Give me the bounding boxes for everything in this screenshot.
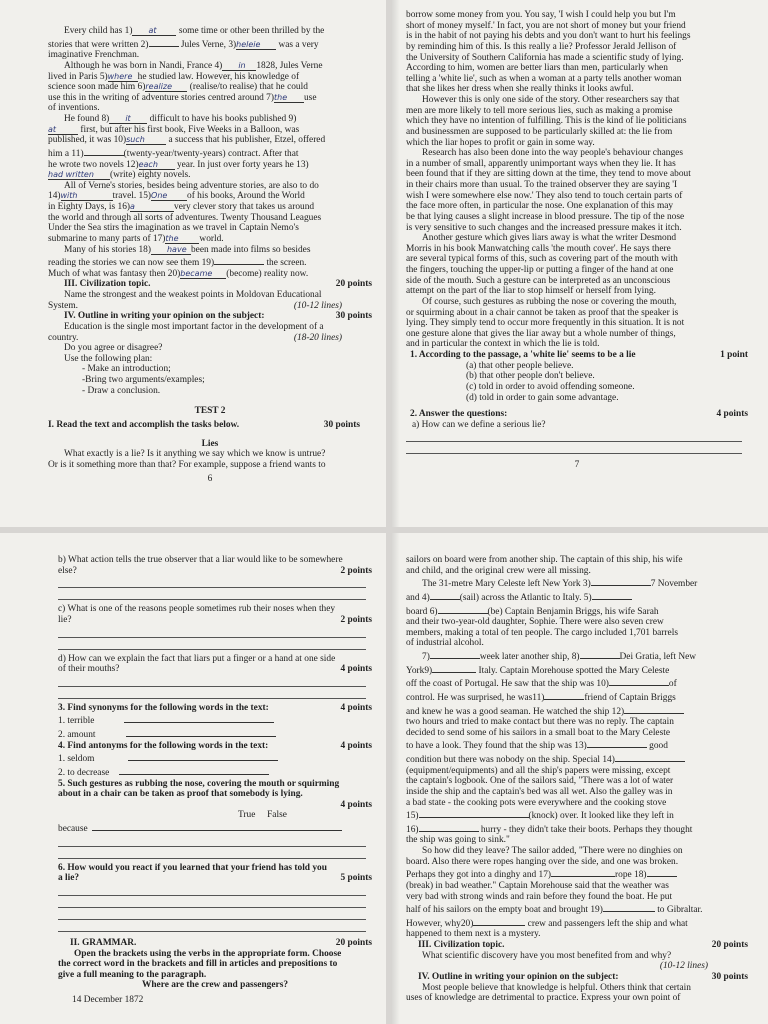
- text-line: and their two-year-old daughter, Sophie. There were also seven crew: [406, 617, 664, 628]
- answer-line[interactable]: [58, 638, 366, 650]
- text-line: Perhaps they got into a dinghy and 17) rope 18): [406, 867, 748, 881]
- text-line: condition but there was nobody on the ship. Special 14): [406, 752, 748, 766]
- text-line: System. (10-12 lines): [48, 300, 342, 311]
- text-line: (equipment/equipments) and all the ship's papers were missing, except: [406, 765, 671, 776]
- text-line: He found 8) it difficult to have his books published 9): [64, 114, 297, 124]
- text-line: is in the habit of not paying his debts and you don't want to hurt his feelings: [406, 31, 691, 42]
- text-line: of inventions.: [48, 103, 100, 114]
- text-line: men are more likely to tell more serious lies, such as making a promise: [406, 105, 673, 116]
- question: of their mouths? 4 points: [58, 664, 372, 675]
- section-heading: IV. Outline in writing your opinion on the subject: 30 points: [64, 311, 372, 322]
- text-line: in their chairs more than usual. To the trained observer they are saying 'I: [406, 180, 678, 190]
- page-7: [392, 0, 768, 527]
- text-line: York9) Italy. Captain Morehouse spotted the Mary Celeste: [406, 663, 748, 677]
- question-heading: a lie? 5 points: [58, 873, 372, 884]
- page-9: [392, 533, 768, 1024]
- text-line: had written (write) eighty novels.: [48, 170, 191, 181]
- text-line: off the coast of Portugal. He saw that the ship was 10) of: [406, 676, 748, 690]
- text-line: 16) hurry - they didn't take their boots. Perhaps they thought: [406, 822, 748, 836]
- text-line: Open the brackets using the verbs in the appropriate form. Choose: [74, 948, 342, 959]
- text-line: Under the Sea stirs the imagination as we travel in Captain Nemo's: [48, 223, 299, 234]
- text-line: by reminding him of this. Is this really a lie? Professor Jerald Jellison of: [406, 41, 677, 52]
- text-line: at first, but after his first book, Five Weeks in a Balloon, was: [48, 124, 300, 135]
- text-line: Many of his stories 18) have been made into films so besides: [64, 244, 311, 255]
- answer-line[interactable]: [58, 687, 366, 699]
- text-line: borrow some money from you. You say, 'I wish I could help you but I'm: [406, 10, 676, 20]
- page-8: [0, 533, 386, 1024]
- text-line: Education is the single most important factor in the development of a: [64, 321, 324, 332]
- text-line: and businessmen are supposed to be particularly skilled at: the lie from: [406, 126, 673, 137]
- text-line: a bad state - the cooking pots were everywhere and the cooking stove: [406, 797, 667, 808]
- passage-body: [406, 10, 748, 350]
- true-option[interactable]: True: [238, 810, 256, 821]
- text-line: However, why20) crew and passengers left the ship and what: [406, 916, 748, 930]
- text-line: reading the stories we can now see them 19) the screen.: [48, 255, 372, 269]
- text-line: stories that were written 2) Jules Verne, 3)heleie was a very: [48, 37, 372, 51]
- answer-line[interactable]: [406, 442, 742, 454]
- text-line: board 6) (be) Captain Benjamin Briggs, his wife Sarah: [406, 604, 748, 618]
- passage-title: Lies: [201, 438, 219, 449]
- page-6: [0, 0, 386, 527]
- text-line: and in particular the context in which the lie is told.: [406, 339, 600, 350]
- text-line: wish I were somewhere else now.' They also tend to touch certain parts of: [406, 190, 683, 201]
- date-line: 14 December 1872: [72, 995, 144, 1005]
- text-line: the captain's logbook. One of the sailors said, "There was a lot of water: [406, 776, 674, 787]
- text-line: two hours and tried to make contact but there was no reply. The captain: [406, 717, 674, 728]
- text-line: country. (18-20 lines): [48, 332, 342, 343]
- section-heading: I. Read the text and accomplish the tasks below. 30 points: [48, 419, 360, 430]
- text-line: be that lying causes a slight increase in blood pressure. The tip of the nose: [406, 211, 685, 222]
- text-line: (break) in bad weather." Captain Morehouse said that the weather was: [406, 880, 669, 891]
- text-line: are several typical forms of this, such as covering part of the mouth with: [406, 254, 678, 265]
- text-line: 15) (knock) over. It looked like they left in: [406, 808, 748, 822]
- text-line: 14)with travel. 15)One of his books, Around the World: [48, 191, 305, 202]
- list-item: 2. to decrease: [58, 765, 372, 779]
- text-line: All of Verne's stories, besides being adventure stories, are also to do: [64, 180, 319, 191]
- list-item: 2. amount: [58, 727, 372, 741]
- question: d) How can we explain the fact that liars put a finger or a hand at one side: [58, 653, 336, 664]
- text-line: Morris in his book Manwatching calls 'the mouth cover'. He says there: [406, 243, 671, 254]
- question-heading: 5. Such gestures as rubbing the nose, covering the mouth or squirming: [58, 778, 340, 789]
- text-line: is very sensitive to such changes and the increased pressure makes it itch.: [406, 222, 682, 233]
- text-line: science soon made him 6)realize (realise/to realise) that he could: [48, 82, 308, 93]
- page-gutter-shadow: [392, 533, 400, 1024]
- text-line: happened to them next is a mystery.: [406, 929, 541, 940]
- points: 4 points: [340, 799, 372, 810]
- text-line: imaginative Frenchman.: [48, 50, 140, 61]
- text-line: side of the mouth. Such a gesture can be interpreted as an unconscious: [406, 275, 671, 286]
- text-line: which they have no intention of fulfilling. This is the kind of lie politicians: [406, 116, 687, 127]
- question-heading: about in a chair can be taken as proof that somebody is lying.: [58, 789, 303, 800]
- question-heading: 2. Answer the questions: 4 points: [410, 409, 748, 420]
- text-line: (10-12 lines): [659, 961, 708, 972]
- text-line: Every child has 1) at some time or other been thrilled by the: [64, 26, 325, 36]
- answer-line[interactable]: [58, 675, 366, 687]
- answer-option[interactable]: (a) that other people believe.: [466, 360, 574, 371]
- list-item: 1. seldom: [58, 751, 372, 765]
- answer-line[interactable]: [58, 908, 366, 920]
- text-line: inside the ship and the captain's bed was all wet. Also the galley was in: [406, 786, 673, 797]
- page-number: 6: [207, 474, 213, 485]
- text-line: What scientific discovery have you most benefited from and why?: [422, 950, 672, 961]
- text-line: So how did they leave? The sailor added, "There were no dinghies on: [422, 846, 683, 856]
- answer-option[interactable]: (b) that other people don't believe.: [466, 371, 595, 382]
- text-line: decided to send some of his sailors in a small boat to the Mary Celeste: [406, 727, 671, 738]
- text-line: lived in Paris 5)where he studied law. However, his knowledge of: [48, 71, 300, 82]
- text-line: attempt on the part of the liar to stop himself or herself from lying.: [406, 286, 656, 297]
- text-line: control. He was surprised, he was11) friend of Captain Briggs: [406, 690, 748, 704]
- question: lie? 2 points: [58, 614, 372, 625]
- text-line: and child, and the original crew were all missing.: [406, 565, 591, 576]
- question: b) What action tells the true observer that a liar would like to be somewhere: [58, 555, 343, 565]
- text-line: give a full meaning to the paragraph.: [58, 969, 207, 980]
- section-heading: III. Civilization topic. 20 points: [64, 279, 372, 290]
- question: a) How can we define a serious lie?: [412, 419, 546, 430]
- text-line: Research has also been done into the way people's behaviour changes: [422, 148, 683, 159]
- text-line: Another gesture which gives liars away is what the writer Desmond: [422, 233, 677, 244]
- text-line: uses of knowledge are detrimental to practice. Express your own point of: [406, 993, 681, 1004]
- text-line: that she likes her dress when she really thinks it looks awful.: [406, 84, 634, 95]
- text-line: submarine to many parts of 17)the world.: [48, 233, 224, 244]
- text-line: Much of what was fantasy then 20)became (become) reality now.: [48, 268, 309, 279]
- plan-item: - Make an introduction;: [82, 364, 171, 375]
- text-line: because: [58, 821, 372, 835]
- question-heading: 3. Find synonyms for the following words in the text: 4 points: [58, 702, 372, 713]
- plan-item: -Bring two arguments/examples;: [82, 375, 205, 385]
- answer-option[interactable]: (c) told in order to avoid offending someone.: [466, 381, 635, 392]
- answer-line[interactable]: [58, 835, 366, 847]
- text-line: Most people believe that knowledge is helpful. Others think that certain: [422, 982, 691, 993]
- question-heading: 6. How would you react if you learned that your friend has told you: [58, 862, 327, 873]
- answer-line[interactable]: [58, 920, 366, 932]
- question: c) What is one of the reasons people sometimes rub their noses when they: [58, 604, 336, 615]
- true-false: [58, 810, 372, 821]
- text-line: Although he was born in Nandi, France 4) in 1828, Jules Verne: [64, 60, 323, 71]
- text-line: What exactly is a lie? Is it anything we say which we know is untrue?: [64, 449, 326, 460]
- text-line: Of course, such gestures as rubbing the nose or covering the mouth,: [422, 296, 677, 307]
- text-line: telling a 'white lie', such as when a woman at a party tells another woman: [406, 73, 682, 84]
- text-line: short of money myself.' In fact, you are not short of money but your friend: [406, 20, 686, 31]
- test-title: TEST 2: [194, 406, 226, 417]
- text-line: published, it was 10)such a success that his publisher, Etzel, offered: [48, 135, 326, 146]
- text-line: board. Also there were ropes hanging over the side, and one was broken.: [406, 856, 679, 867]
- question-heading: 4. Find antonyms for the following words in the text: 4 points: [58, 740, 372, 751]
- text-line: the correct word in the brackets and fill in articles and prepositions to: [58, 959, 338, 970]
- answer-line[interactable]: [58, 626, 366, 638]
- text-line: 7) week later another ship, 8) Dei Gratia, left New: [406, 649, 748, 663]
- text-line: the ship was going to sink.": [406, 835, 510, 846]
- answer-option[interactable]: (d) told in order to gain some advantage.: [466, 392, 619, 403]
- text-line: sailors on board were from another ship. The captain of this ship, his wife: [406, 555, 683, 565]
- text-line: the fingers, touching the upper-lip or putting a finger of the hand at one: [406, 265, 674, 275]
- text-line: According to him, women are better liars than men, particularly when: [406, 63, 668, 74]
- text-line: Use the following plan:: [64, 353, 153, 364]
- section-heading: III. Civilization topic. 20 points: [418, 940, 748, 950]
- text-line: The 31-metre Mary Celeste left New York 3) 7 November: [406, 576, 748, 590]
- text-line: Do you agree or disagree?: [64, 343, 163, 354]
- text-line: Or is it something more than that? For example, suppose a friend wants to: [48, 459, 326, 470]
- text-line: which the liar hopes to profit or gain in some way.: [406, 137, 595, 148]
- text-line: to have a look. They found that the ship was 13) good: [406, 738, 748, 752]
- text-line: Name the strongest and the weakest points in Moldovan Educational: [64, 290, 322, 300]
- text-line: the University of Southern California has made a scientific study of lying.: [406, 52, 684, 63]
- text-line: the face more often, in particular the nose. One explanation of this may: [406, 201, 674, 212]
- text-line: lying. They simply tend to occur more frequently in this situation. It is not: [406, 318, 685, 329]
- text-line: one gesture alone that gives the liar away but a whole number of things,: [406, 328, 676, 339]
- text-line: the world and through all sorts of adventures. Twenty Thousand Leagues: [48, 212, 322, 223]
- text-line: half of his sailors on the empty boat and brought 19) to Gibraltar.: [406, 902, 748, 916]
- text-line: him a 11) (twenty-year/twenty-years) contract. After that: [48, 146, 372, 160]
- answer-line[interactable]: [58, 588, 366, 600]
- text-line: in Eighty Days, is 16)a very clever story that takes us around: [48, 202, 315, 212]
- text-line: been found that if they are sitting down at the time, they tend to move about: [406, 169, 691, 180]
- text-line: in a number of small, apparently unimportant ways when they lie. It has: [406, 158, 676, 169]
- text-line: However this is only one side of the story. Other researchers say that: [422, 95, 680, 105]
- text-line: he wrote two novels 12)each year. In just over forty years he 13): [48, 159, 309, 170]
- text-line: use this in the writing of adventure stories centred around 7)the use: [48, 92, 317, 103]
- passage-title: Where are the crew and passengers?: [141, 980, 289, 991]
- list-item: 1. terrible: [58, 713, 372, 727]
- text-line: of industrial alcohol.: [406, 638, 484, 649]
- text-line: members, making a total of ten people. The cargo included 1,701 barrels: [406, 627, 678, 638]
- text-line: and knew he was a good seaman. He watched the ship 12): [406, 704, 748, 718]
- text-line: and 4) (sail) across the Atlantic to Italy. 5): [406, 590, 748, 604]
- text-line: or squirming about in a chair cannot be taken as proof that the speaker is: [406, 307, 679, 318]
- answer-line[interactable]: [406, 430, 742, 442]
- question-heading: 1. According to the passage, a 'white lie' seems to be a lie 1 point: [410, 350, 748, 360]
- question: else? 2 points: [58, 565, 372, 576]
- section-heading: IV. Outline in writing your opinion on the subject: 30 points: [418, 971, 748, 982]
- section-heading: II. GRAMMAR. 20 points: [70, 937, 372, 948]
- answer-line[interactable]: [58, 884, 366, 896]
- page-number: 7: [574, 460, 580, 471]
- false-option[interactable]: False: [267, 810, 287, 821]
- answer-line[interactable]: [58, 896, 366, 908]
- plan-item: - Draw a conclusion.: [82, 385, 161, 396]
- text-line: very bad with strong winds and rain before they found the boat. He put: [406, 891, 673, 902]
- answer-line[interactable]: [58, 576, 366, 588]
- answer-line[interactable]: [58, 847, 366, 859]
- page-gutter-shadow: [392, 0, 400, 527]
